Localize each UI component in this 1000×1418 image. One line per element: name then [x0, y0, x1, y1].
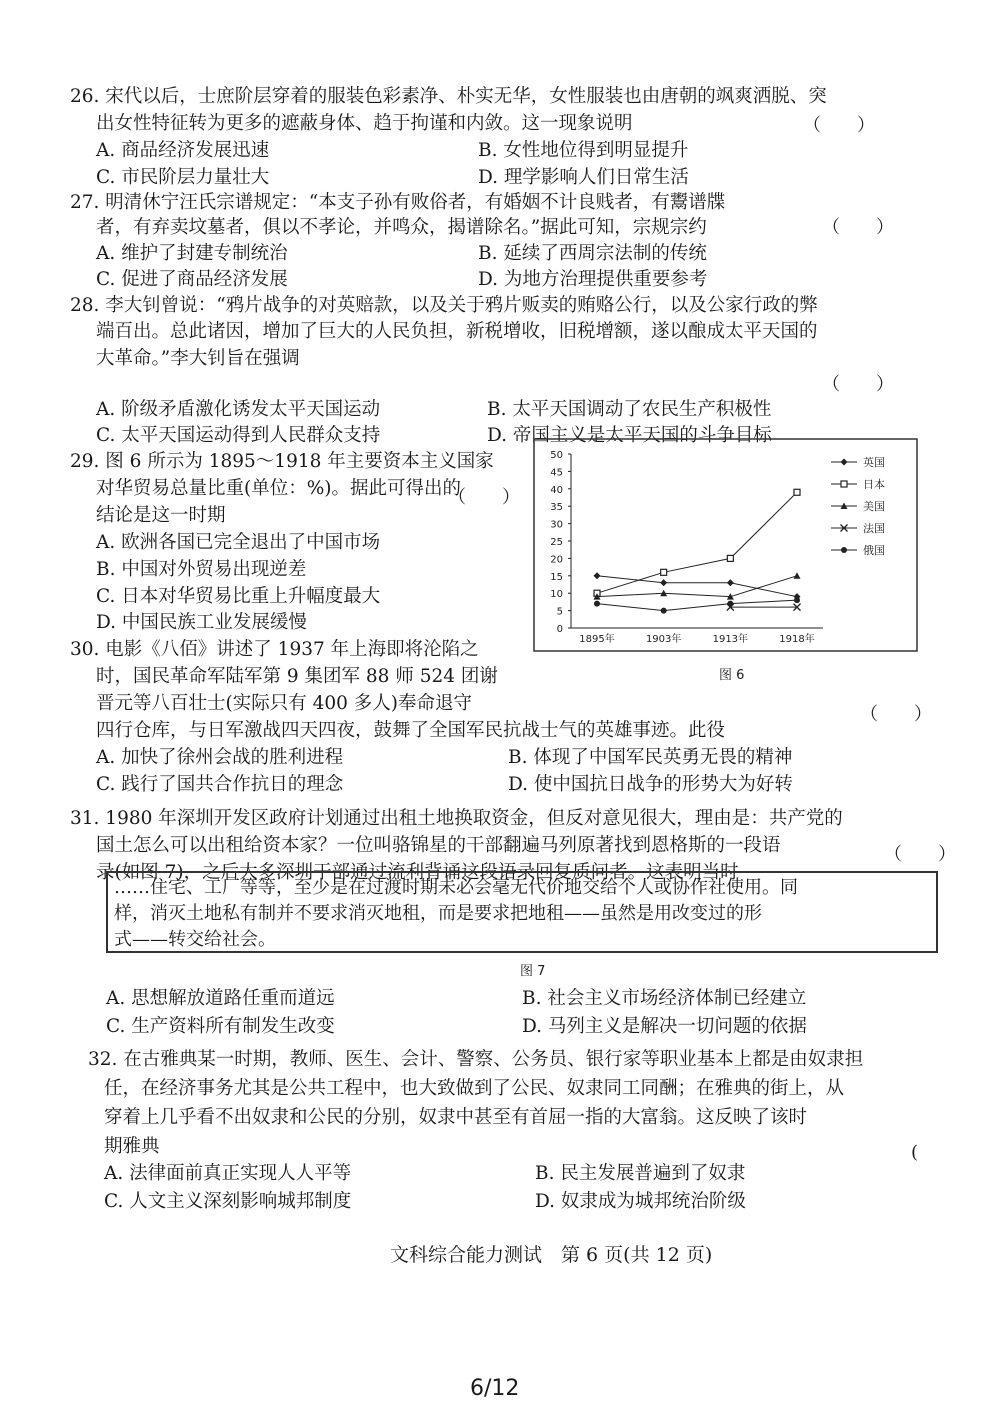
q28-option-c: C. 太平天国运动得到人民群众支持	[96, 425, 381, 446]
q27-answer-paren: （ ）	[822, 217, 894, 238]
q26-option-b: B. 女性地位得到明显提升	[478, 140, 689, 161]
q29-stem-line1: 29. 图 6 所示为 1895～1918 年主要资本主义国家	[70, 451, 494, 472]
q32-stem-line4: 期雅典	[104, 1136, 160, 1157]
data-point	[794, 597, 800, 603]
q29-option-c: C. 日本对华贸易比重上升幅度最大	[96, 586, 381, 607]
data-point	[661, 608, 667, 614]
q30-option-c: C. 践行了国共合作抗日的理念	[96, 774, 344, 795]
legend-label: 日本	[863, 478, 885, 491]
q31-stem-line3: 录(如图 7)，之后大多深圳干部通过流利背诵这段语录回复质问者。这表明当时	[96, 862, 739, 883]
q29-option-d: D. 中国民族工业发展缓慢	[96, 612, 307, 633]
legend-marker	[841, 547, 847, 553]
q32-answer-paren: (	[911, 1142, 919, 1163]
q26-answer-paren: （ ）	[803, 115, 875, 136]
y-tick-label: 25	[550, 537, 563, 548]
q28-option-d: D. 帝国主义是太平天国的斗争目标	[487, 425, 772, 446]
q32-stem-line3: 穿着上几乎看不出奴隶和公民的分别，奴隶中甚至有首屈一指的大富翁。这反映了该时	[104, 1107, 808, 1128]
q32-stem-line2: 任，在经济事务尤其是公共工程中，也大致做到了公民、奴隶同工同酬；在雅典的街上，从	[104, 1078, 845, 1099]
series-line-5	[597, 600, 797, 610]
figure-7-quote-box	[106, 871, 938, 953]
data-point	[727, 555, 733, 561]
q26-stem-line1: 26. 宋代以后，士庶阶层穿着的服装色彩素净、朴实无华，女性服装也由唐朝的飒爽洒脱、突	[70, 86, 827, 107]
q30-stem-line4: 四行仓库，与日军激战四天四夜，鼓舞了全国军民抗战士气的英雄事迹。此役	[96, 720, 726, 741]
series-line-2	[597, 492, 797, 593]
page-footer: 文科综合能力测试 第 6 页(共 12 页)	[390, 1244, 713, 1266]
q32-option-d: D. 奴隶成为城邦统治阶级	[535, 1191, 746, 1212]
q30-option-a: A. 加快了徐州会战的胜利进程	[96, 747, 344, 768]
quote-line1: ……住宅、工厂等等，至少是在过渡时期未必会毫无代价地交给个人或协作社使用。同	[114, 877, 798, 898]
q27-option-c: C. 促进了商品经济发展	[96, 269, 288, 290]
legend-marker	[841, 459, 848, 466]
q29-answer-paren: （ ）	[448, 487, 520, 508]
q30-answer-paren: （ ）	[860, 704, 932, 725]
q32-option-a: A. 法律面前真正实现人人平等	[104, 1163, 352, 1184]
y-tick-label: 5	[556, 606, 563, 618]
data-point	[594, 572, 601, 579]
y-tick-label: 50	[550, 450, 563, 461]
q30-stem-line2: 时，国民革命军陆军第 9 集团军 88 师 524 团谢	[96, 666, 498, 687]
q31-option-d: D. 马列主义是解决一切问题的依据	[522, 1016, 807, 1037]
q31-option-c: C. 生产资料所有制发生改变	[106, 1016, 335, 1037]
data-point	[727, 601, 733, 607]
q30-option-b: B. 体现了中国军民英勇无畏的精神	[508, 747, 793, 768]
q29-stem-line2: 对华贸易总量比重(单位：%)。据此可得出的	[96, 478, 462, 499]
y-tick-label: 35	[550, 502, 563, 514]
y-tick-label: 10	[550, 589, 563, 601]
q26-option-d: D. 理学影响人们日常生活	[478, 167, 689, 188]
legend-label: 法国	[863, 522, 885, 535]
q32-option-b: B. 民主发展普遍到了奴隶	[535, 1163, 746, 1184]
x-tick-label: 1903年	[645, 634, 682, 645]
legend-label: 英国	[863, 456, 885, 469]
q28-option-b: B. 太平天国调动了农民生产积极性	[487, 399, 772, 420]
q26-stem-line2: 出女性特征转为更多的遮蔽身体、趋于拘谨和内敛。这一现象说明	[96, 113, 633, 134]
q28-answer-paren: （ ）	[822, 374, 894, 395]
data-point	[661, 569, 667, 575]
legend-label: 俄国	[863, 544, 885, 557]
quote-line2: 样，消灭土地私有制并不要求消灭地租，而是要求把地租——虽然是用改变过的形	[114, 903, 762, 924]
y-tick-label: 40	[550, 484, 563, 496]
figure-6-caption: 图 6	[719, 668, 745, 683]
q27-option-b: B. 延续了西周宗法制的传统	[478, 243, 707, 264]
legend-label: 美国	[863, 500, 885, 513]
q31-stem-line2: 国土怎么可以出租给资本家？一位叫骆锦星的干部翻遍马列原著找到恩格斯的一段语	[96, 835, 781, 856]
q29-option-a: A. 欧洲各国已完全退出了中国市场	[96, 532, 381, 553]
y-tick-label: 20	[550, 554, 563, 566]
q28-option-a: A. 阶级矛盾激化诱发太平天国运动	[96, 399, 381, 420]
page-indicator: 6/12	[470, 1376, 520, 1401]
q32-option-c: C. 人文主义深刻影响城邦制度	[104, 1191, 352, 1212]
q30-option-d: D. 使中国抗日战争的形势大为好转	[508, 774, 793, 795]
q27-stem-line1: 27. 明清休宁汪氏宗谱规定：“本支子孙有败俗者，有婚姻不计良贱者，有鬻谱牒	[70, 192, 726, 213]
q31-stem-line1: 31. 1980 年深圳开发区政府计划通过出租土地换取资金，但反对意见很大，理由是：共产党的	[70, 808, 843, 829]
y-tick-label: 45	[550, 467, 563, 479]
chart-frame	[534, 439, 917, 651]
q26-option-a: A. 商品经济发展迅速	[96, 140, 270, 161]
data-point	[794, 572, 801, 579]
data-point	[594, 601, 600, 607]
q27-option-a: A. 维护了封建专制统治	[96, 243, 288, 264]
q29-option-b: B. 中国对外贸易出现逆差	[96, 559, 307, 580]
data-point	[660, 579, 667, 586]
q29-stem-line3: 结论是这一时期	[96, 505, 226, 526]
x-tick-label: 1918年	[779, 634, 815, 645]
q30-stem-line3: 晋元等八百壮士(实际只有 400 多人)奉命退守	[96, 693, 473, 714]
figure-7-caption: 图 7	[520, 964, 546, 979]
q31-option-a: A. 思想解放道路任重而道远	[106, 988, 335, 1009]
q27-option-d: D. 为地方治理提供重要参考	[478, 269, 708, 290]
q28-stem-line2: 端百出。总此诸因，增加了巨大的人民负担，新税增收，旧税增额，遂以酿成太平天国的	[96, 321, 818, 342]
q28-stem-line1: 28. 李大钊曾说：“鸦片战争的对英赔款，以及关于鸦片贩卖的贿赂公行，以及公家行政的弊	[70, 295, 818, 316]
data-point	[727, 579, 734, 586]
q32-stem-line1: 32. 在古雅典某一时期，教师、医生、会计、警察、公务员、银行家等职业基本上都是由奴隶担	[88, 1049, 864, 1070]
q30-stem-line1: 30. 电影《八佰》讲述了 1937 年上海即将沦陷之	[70, 639, 479, 660]
data-point	[794, 489, 800, 495]
x-tick-label: 1913年	[712, 634, 749, 645]
q26-option-c: C. 市民阶层力量壮大	[96, 167, 270, 188]
y-tick-label: 0	[556, 624, 563, 635]
x-tick-label: 1895年	[579, 634, 615, 645]
quote-line3: 式——转交给社会。	[114, 929, 276, 950]
q31-option-b: B. 社会主义市场经济体制已经建立	[522, 988, 807, 1009]
q31-answer-paren: （ ）	[884, 844, 956, 865]
series-line-1	[597, 576, 797, 597]
y-tick-label: 30	[550, 519, 563, 531]
legend-marker	[841, 481, 847, 487]
y-tick-label: 15	[550, 571, 563, 583]
q27-stem-line2: 者，有弃卖坟墓者，俱以不孝论，并鸣众，揭谱除名。”据此可知，宗规宗约	[96, 217, 707, 238]
figure-6-chart	[533, 438, 918, 652]
q28-stem-line3: 大革命。”李大钊旨在强调	[96, 348, 300, 369]
